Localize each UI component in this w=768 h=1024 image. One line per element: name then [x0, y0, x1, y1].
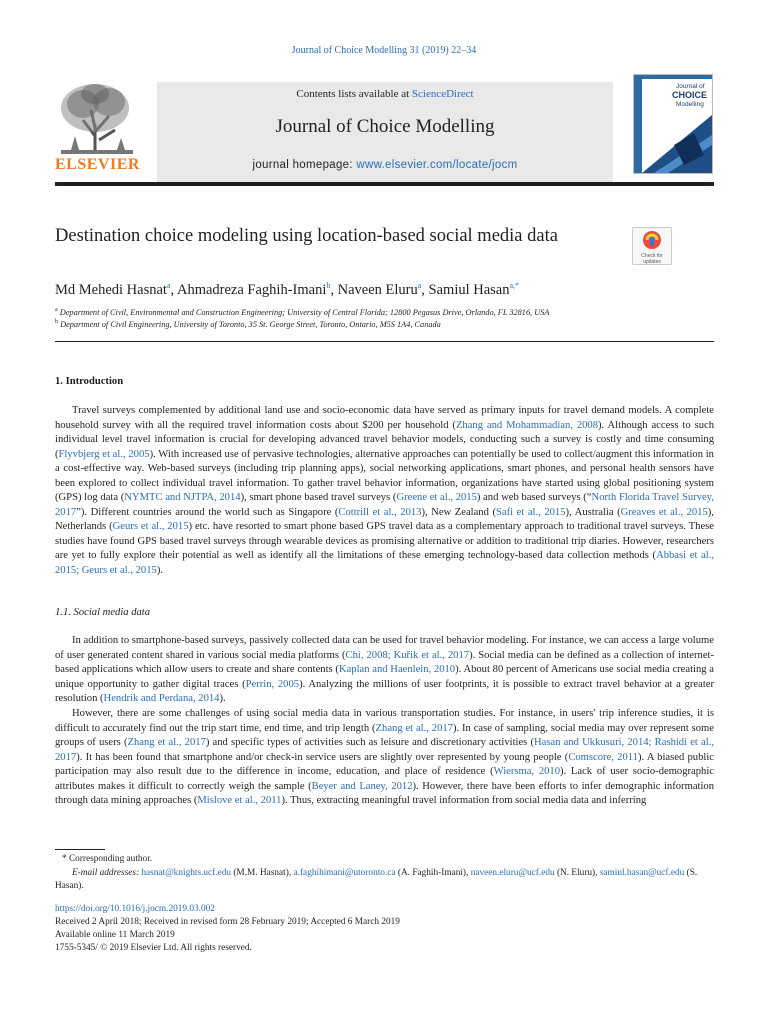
email-link[interactable]: hasnat@knights.ucf.edu: [141, 868, 232, 878]
citation-link[interactable]: Beyer and Laney, 2012: [311, 780, 413, 792]
sciencedirect-link[interactable]: ScienceDirect: [411, 88, 474, 100]
header-rule: [55, 182, 714, 186]
journal-reference[interactable]: Journal of Choice Modelling 31 (2019) 22–34: [291, 45, 477, 56]
copyright-line: 1755-5345/ © 2019 Elsevier Ltd. All rights reserved.: [55, 943, 252, 953]
author-affiliation-marker[interactable]: a,*: [509, 281, 520, 290]
email-owner: (A. Faghih-Imani),: [395, 868, 471, 878]
citation-link[interactable]: Zhang and Mohammadian, 2008: [455, 419, 599, 431]
social-media-paragraph-1: [55, 634, 714, 707]
section-heading-introduction: 1. Introduction: [55, 376, 124, 387]
body-text: ). Analyzing the millions of user footprints, it is possible to extract travel behavior at a greater resolution (: [55, 678, 714, 704]
citation-link[interactable]: Chi, 2008; Kuřik et al., 2017: [345, 649, 470, 661]
intro-paragraph: [55, 404, 714, 578]
body-text: ) and web based surveys (“: [476, 492, 592, 503]
body-text: ). With increased use of pervasive technologies, alternative approaches can potentially be used to collect/augment this information in a cost-effective way. Web-based surveys (including trip planning apps), social networking applications, smart phones, and personal health sensors have been explored to collect individual travel information. To gather travel behavior information, organizations have started using global positioning system (GPS) log data (: [55, 448, 714, 503]
body-text: ”). Different countries around the world such as Singapore (: [76, 506, 339, 518]
author-list: Md Mehedi Hasnat$^a$, Ahmadreza Faghih-Imani$^b$, Naveen Eluru$^a$, Samiul Hasan$^{a,*}$: [55, 281, 520, 298]
citation-link[interactable]: Greaves et al., 2015: [620, 506, 708, 518]
email-link[interactable]: naveen.eluru@ucf.edu: [470, 868, 555, 878]
citation-link[interactable]: Zhang et al., 2017: [375, 722, 453, 734]
doi-link[interactable]: https://doi.org/10.1016/j.jocm.2019.03.002: [55, 904, 215, 914]
svg-text:Journal of: Journal of: [676, 83, 705, 90]
citation-link[interactable]: Hasan and Ukkusuri, 2014; Rashidi et al., 2017: [55, 737, 714, 763]
body-text: ).: [156, 564, 163, 576]
body-text: ), Australia (: [565, 506, 621, 518]
citation-link[interactable]: NYMTC and NJTPA, 2014: [124, 492, 241, 503]
author-name[interactable]: Naveen Eluru: [337, 281, 418, 298]
email-addresses: [55, 867, 714, 893]
article-title: Destination choice modeling using location-based social media data: [55, 226, 558, 246]
journal-banner: [157, 82, 613, 182]
body-text: However, there are some challenges of using social media data in various transportation studies. For instance, in users' trip inference studies, it is difficult to accurately find out the trip start time, end time, and trip length (: [55, 708, 714, 734]
contents-line: Contents lists available at ScienceDirect: [296, 88, 474, 100]
citation-link[interactable]: Geurs et al., 2015: [112, 521, 189, 532]
check-updates-icon: [633, 228, 671, 252]
email-owner: (M.M. Hasnat),: [231, 868, 294, 878]
citation-link[interactable]: Cottrill et al., 2013: [338, 506, 422, 518]
subsection-heading-social-media: 1.1. Social media data: [55, 607, 151, 618]
body-text: ) etc. have resorted to smart phone based GPS travel data as a complementary approach to traditional travel surveys. These studies have found GPS based travel surveys through wearable devices as promising alternative or addition to traditional trip diaries. However, researchers are yet to fully explore their potential as well as identify all the limitations of these emerging technology-based data collection methods (: [55, 521, 714, 561]
svg-text:CHOICE: CHOICE: [672, 90, 708, 100]
journal-header: [55, 72, 714, 180]
email-link[interactable]: a.faghihimani@utoronto.ca: [293, 868, 396, 878]
footnote-rule: [55, 849, 105, 850]
body-text: ). Social media can be defined as a collection of internet-based applications which allow users to create and share contents (: [55, 649, 714, 675]
social-media-paragraph-2: [55, 707, 714, 809]
body-text: In addition to smartphone-based surveys, passively collected data can be used for travel behavior modeling. For instance, we can access a large volume of user generated content shared in various social media platforms (: [55, 635, 714, 661]
body-text: ). About 80 percent of Americans use social media creating a unique opportunity to gather digital traces (: [55, 664, 715, 690]
journal-title: Journal of Choice Modelling: [275, 116, 495, 137]
citation-link[interactable]: Wiersma, 2010: [493, 766, 561, 777]
author-affiliation-marker[interactable]: a: [417, 281, 422, 290]
citation-link[interactable]: Comscore, 2011: [568, 751, 638, 763]
citation-link[interactable]: Zhang et al., 2017: [127, 737, 206, 748]
journal-homepage-link[interactable]: www.elsevier.com/locate/jocm: [356, 159, 518, 171]
email-label: E-mail addresses:: [72, 868, 142, 878]
affiliation-b: $^b$ Department of Civil Engineering, University of Toronto, 35 St. George Street, Toronto, Ontario, M5S 1A4, Canada: [55, 319, 441, 329]
email-owner: (N. Eluru),: [554, 868, 600, 878]
body-text: ). A biased public participation may also result due to the difference in income, education, and place of residence (: [55, 751, 714, 777]
author-affiliation-marker[interactable]: a: [166, 281, 171, 290]
cover-art: [634, 75, 712, 173]
body-text: ). In case of sampling, social media may over represent some groups of users (: [55, 722, 715, 748]
citation-link[interactable]: Abbasi et al., 2015; Geurs et al., 2015: [55, 550, 714, 576]
body-text: ), smart phone based travel surveys (: [240, 492, 397, 503]
elsevier-wordmark: ELSEVIER: [55, 156, 140, 173]
citation-link[interactable]: North Florida Travel Survey, 2017: [55, 492, 714, 518]
body-text: ). Lack of user socio-demographic attributes makes it difficult to correctly weigh the sample (: [55, 766, 714, 792]
homepage-line: journal homepage: www.elsevier.com/locate/jocm: [252, 159, 518, 171]
body-text: ). Thus, extracting meaningful travel information from social media data and inferring: [281, 795, 647, 806]
svg-text:Modelling: Modelling: [676, 101, 704, 108]
title-rule: [55, 341, 714, 342]
author-name[interactable]: Samiul Hasan: [428, 281, 510, 298]
affiliation-a: $^a$ Department of Civil, Environmental and Construction Engineering; University of Central Florida; 12800 Pegasus Drive, Orlando, FL 32816, USA: [55, 307, 550, 317]
email-link[interactable]: samiul.hasan@ucf.edu: [599, 868, 685, 878]
citation-link[interactable]: Flyvbjerg et al., 2005: [58, 448, 150, 460]
body-text: ) and specific types of activities such as leisure and discretionary activities (: [205, 737, 534, 748]
body-text: ). However, there have been efforts to infer demographic information through data mining approaches (: [55, 780, 715, 806]
body-text: ), New Zealand (: [421, 506, 496, 518]
available-online: Available online 11 March 2019: [55, 930, 175, 940]
corresponding-author-note: * Corresponding author.: [62, 854, 153, 864]
body-text: ). Although access to such individual level travel information is crucial for developing advanced travel behavior models, conducting such a survey is costly and time consuming (: [55, 419, 715, 460]
body-text: ). It has been found that smartphone and/or check-in service users are slightly over represented by young people (: [76, 751, 569, 763]
citation-link[interactable]: Mislove et al., 2011: [197, 795, 282, 806]
author-name[interactable]: Md Mehedi Hasnat: [55, 281, 167, 298]
author-affiliation-marker[interactable]: b: [326, 281, 331, 290]
citation-link[interactable]: Perrin, 2005: [245, 678, 300, 690]
body-text: ).: [219, 693, 226, 704]
body-text: ), Netherlands (: [55, 506, 714, 532]
check-for-updates-badge[interactable]: Check for updates: [632, 227, 672, 265]
citation-link[interactable]: Greene et al., 2015: [396, 492, 477, 503]
citation-link[interactable]: Hendrik and Perdana, 2014: [103, 693, 220, 704]
citation-link[interactable]: Safi et al., 2015: [496, 506, 566, 518]
author-name[interactable]: Ahmadreza Faghih-Imani: [176, 281, 327, 298]
body-text: Travel surveys complemented by additional land use and socio-economic data have served as primary inputs for travel demand models. A complete household survey with all the required travel information costs about $200 per household (: [55, 405, 714, 431]
citation-link[interactable]: Kaplan and Haenlein, 2010: [338, 664, 456, 675]
email-owner: (S. Hasan).: [55, 868, 698, 891]
journal-cover-thumbnail[interactable]: [633, 74, 713, 174]
received-dates: Received 2 April 2018; Received in revised form 28 February 2019; Accepted 6 March 2019: [55, 917, 400, 927]
